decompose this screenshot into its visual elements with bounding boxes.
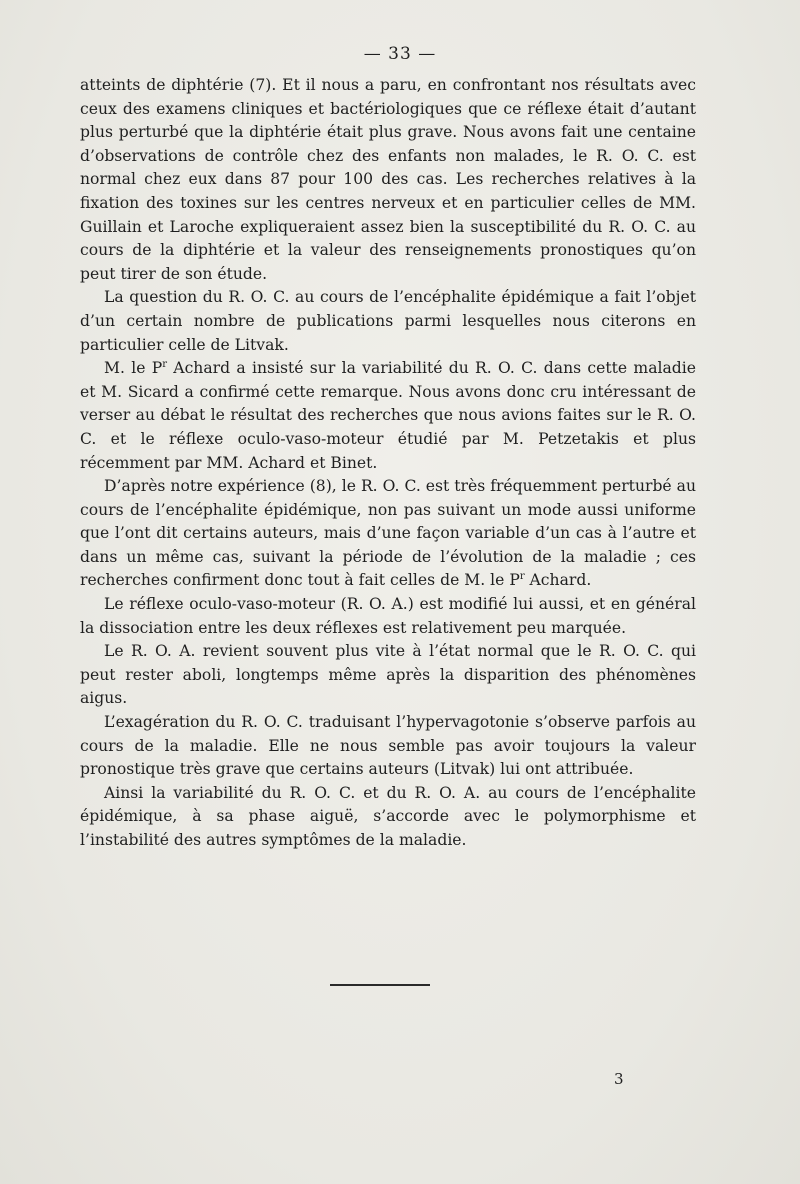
paragraph-2: La question du R. O. C. au cours de l’encéphalite épidémique a fait l’objet d’un certain nombre de publications parmi lesquelles nous citerons en particulier celle de Litvak. <box>80 288 696 354</box>
body-text <box>80 74 696 853</box>
paragraph-5: Le réflexe oculo-vaso-moteur (R. O. A.) est modifié lui aussi, et en général la dissociation entre les deux réflexes est relativement peu marquée. <box>80 595 696 637</box>
paragraph-4-end-start: M. le P <box>464 571 520 590</box>
page-number: — 33 — <box>363 44 437 64</box>
paragraph-3-rest: Achard a insisté sur la variabilité du R. O. C. dans cette maladie et M. Sicard a confirmé cette remarque. Nous avons donc cru intéressant de verser au débat le résultat des recherches que nous avions faites sur le R. O. C. et le réflexe oculo-vaso-moteur étudié par M. Petzetakis et plus récemment par MM. Achard et Binet. <box>80 359 697 472</box>
paragraph-1: atteints de diphtérie (7). Et il nous a paru, en confrontant nos résultats avec ceux des examens cliniques et bactériologiques que ce réflexe était d’autant plus perturbé que la diphtérie était plus grave. Nous avons fait une centaine d’observations de contrôle chez des enfants non malades, le R. O. C. est normal chez eux dans 87 pour 100 des cas. Les recherches relatives à la fixation des toxines sur les centres nerveux et en particulier celles de MM. Guillain et Laroche expliqueraient assez bien la susceptibilité du R. O. C. au cours de la diphtérie et la valeur des renseignements pronostiques qu’on peut tirer de son étude. <box>80 76 696 283</box>
paragraph-3-start: M. le P <box>104 359 163 378</box>
superscript-r: r <box>162 358 168 370</box>
paragraph-4-text: D’après notre expérience (8), le R. O. C. est très fréquemment perturbé au cours de l’encéphalite épidémique, non pas suivant un mode aussi uniforme que l’ont dit certains auteurs, mais d’une façon variable d’un cas à l’autre et dans un même cas, suivant la période de l’évolution de la maladie ; ces recherches confirment donc tout à fait celles de <box>80 477 696 590</box>
paragraph-6: Le R. O. A. revient souvent plus vite à l’état normal que le R. O. C. qui peut rester aboli, longtemps même après la disparition des phénomènes aigus. <box>80 642 696 708</box>
paragraph-8: Ainsi la variabilité du R. O. C. et du R. O. A. au cours de l’encéphalite épidémique, à sa phase aiguë, s’accorde avec le polymorphisme et l’instabilité des autres symptômes de la maladie. <box>80 783 696 849</box>
signature-mark: 3 <box>614 1070 624 1088</box>
paragraph-3 <box>80 357 696 475</box>
section-divider <box>330 984 430 986</box>
superscript-r: r <box>519 571 525 583</box>
paragraph-7: L’exagération du R. O. C. traduisant l’hypervagotonie s’observe parfois au cours de la maladie. Elle ne nous semble pas avoir toujours la valeur pronostique très grave que certains auteurs (Litvak) lui ont attribuée. <box>80 713 696 779</box>
paragraph-4-end-rest: Achard. <box>524 571 592 590</box>
paragraph-4 <box>80 475 696 593</box>
